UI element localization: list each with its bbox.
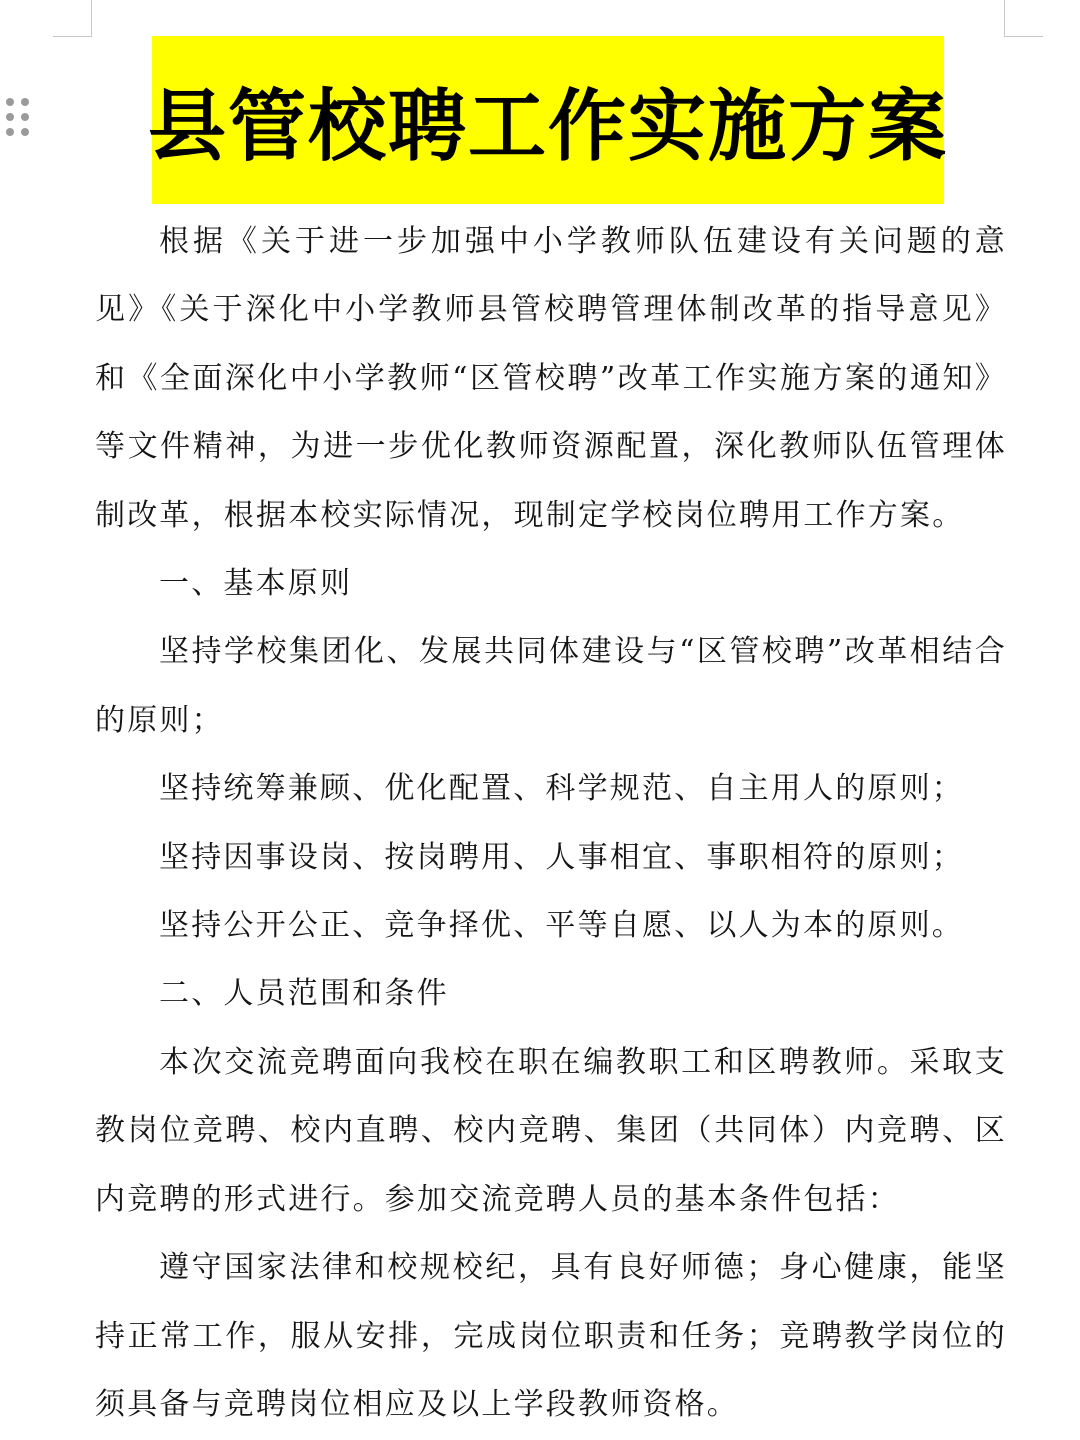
section-heading-personnel: 二、人员范围和条件 [159, 976, 449, 1012]
paragraph-principle-2: 坚持统筹兼顾、优化配置、科学规范、自主用人的原则； [159, 771, 964, 807]
title-highlight [148, 36, 949, 204]
paragraph-principle-4: 坚持公开公正、竞争择优、平等自愿、以人为本的原则。 [159, 908, 964, 944]
paragraph-principle-1: 坚持学校集团化、发展共同体建设与“区管校聘”改革相结合的原则； [95, 634, 1007, 738]
document-title: 县管校聘工作实施方案 [148, 81, 949, 172]
paragraph-personnel-scope: 本次交流竞聘面向我校在职在编教职工和区聘教师。采取支教岗位竞聘、校内直聘、校内竞聘、集团（共同体）内竞聘、区内竞聘的形式进行。参加交流竞聘人员的基本条件包括： [95, 1044, 1007, 1217]
paragraph-personnel-conditions: 遵守国家法律和校规校纪，具有良好师德；身心健康，能坚持正常工作，服从安排，完成岗位职责和任务；竞聘教学岗位的须具备与竞聘岗位相应及以上学段教师资格。 [95, 1250, 1007, 1422]
crop-mark-top-left [53, 0, 92, 37]
document-body [95, 208, 1007, 1439]
section-heading-principles: 一、基本原则 [159, 566, 353, 602]
paragraph-intro: 根据《关于进一步加强中小学教师队伍建设有关问题的意见》《关于深化中小学教师县管校聘管理体制改革的指导意见》和《全面深化中小学教师“区管校聘”改革工作实施方案的通知》等文件精神，为进一步优化教师资源配置，深化教师队伍管理体制改革，根据本校实际情况，现制定学校岗位聘用工作方案。 [95, 224, 1007, 533]
crop-mark-top-right [1004, 0, 1043, 37]
drag-handle-icon[interactable] [6, 98, 32, 144]
paragraph-principle-3: 坚持因事设岗、按岗聘用、人事相宜、事职相符的原则； [159, 839, 964, 875]
